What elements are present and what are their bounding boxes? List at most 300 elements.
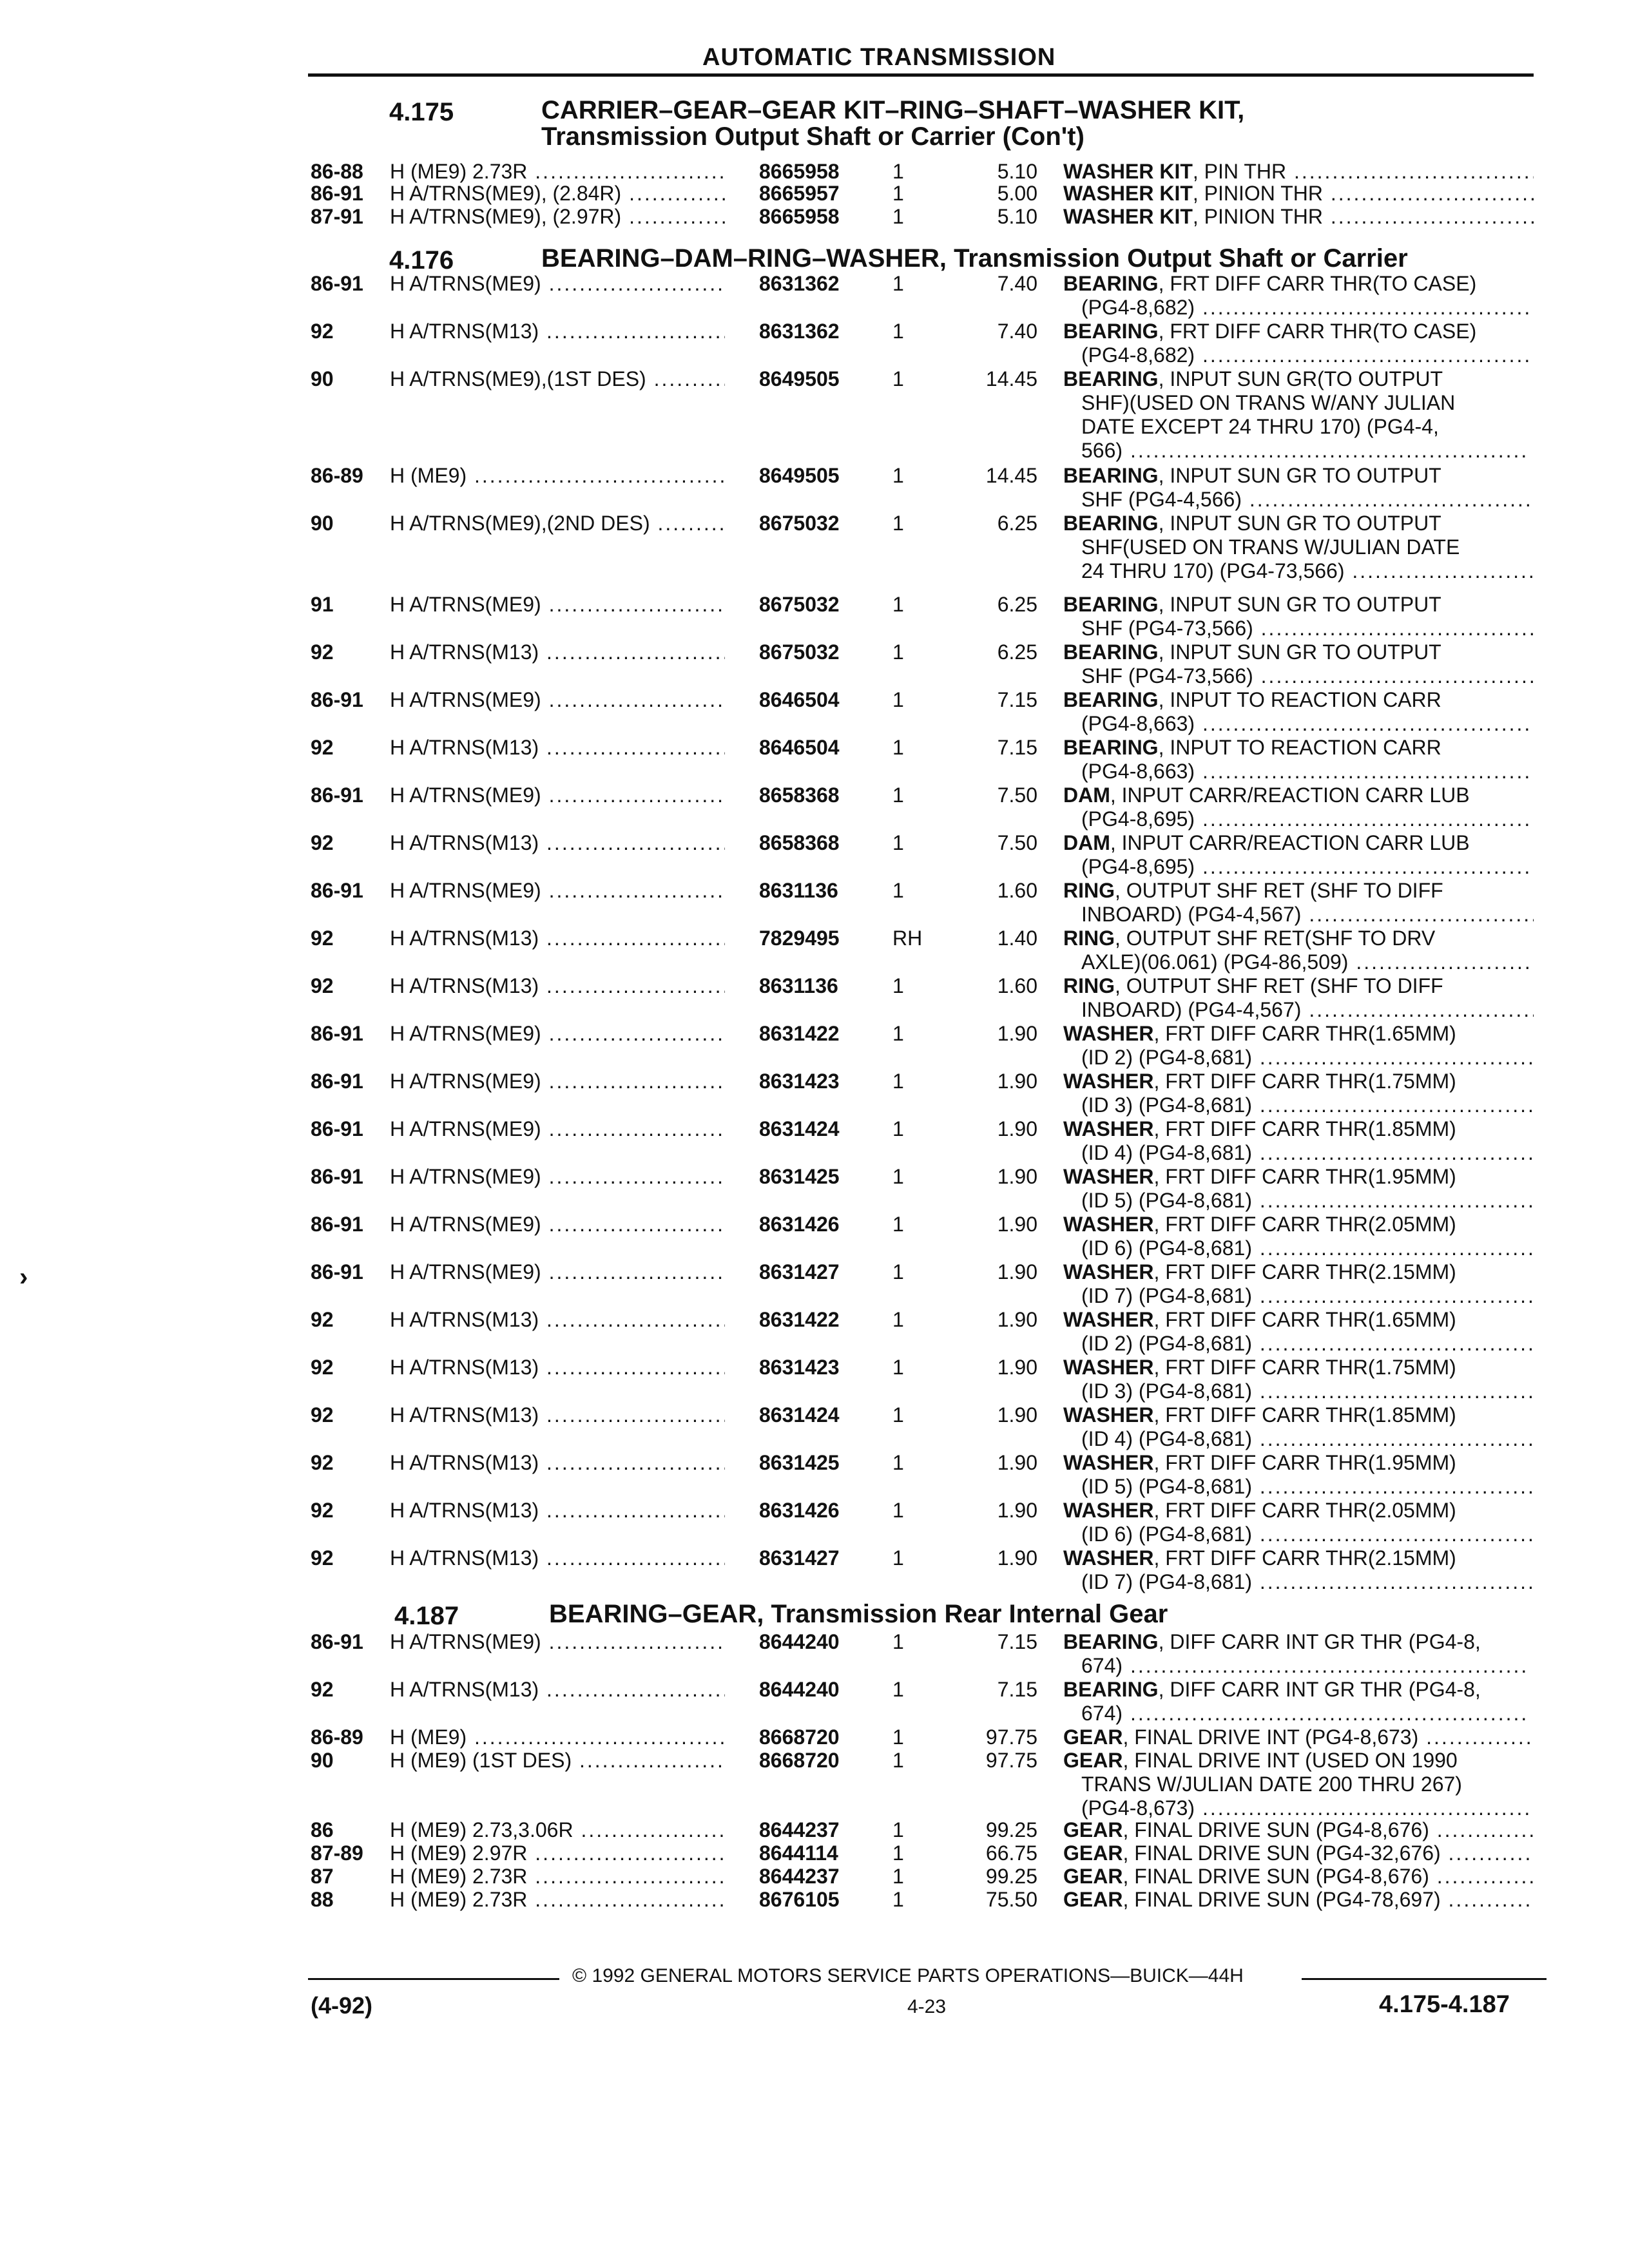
part-number: 8644240 bbox=[759, 1678, 840, 1701]
quantity: 1 bbox=[892, 1070, 904, 1093]
price: 1.90 bbox=[997, 1451, 1037, 1474]
part-description-line: (ID 6) (PG4-8,681) ..... bbox=[1063, 1236, 1534, 1260]
application: H A/TRNS(ME9) ..... bbox=[390, 1070, 725, 1093]
part-description-line: GEAR, FINAL DRIVE INT (USED ON 1990 bbox=[1063, 1749, 1458, 1772]
quantity: 1 bbox=[892, 320, 904, 343]
quantity: 1 bbox=[892, 367, 904, 390]
part-description-line: BEARING, DIFF CARR INT GR THR (PG4-8, bbox=[1063, 1678, 1481, 1701]
part-description-line: (ID 7) (PG4-8,681) ..... bbox=[1063, 1284, 1534, 1308]
part-description-line: 24 THRU 170) (PG4-73,566) ..... bbox=[1063, 559, 1534, 583]
part-number: 8631362 bbox=[759, 320, 840, 343]
part-description-line: DATE EXCEPT 24 THRU 170) (PG4-4, bbox=[1081, 415, 1439, 438]
part-description bbox=[1063, 736, 1534, 783]
part-description-line: SHF)(USED ON TRANS W/ANY JULIAN bbox=[1081, 391, 1456, 414]
price: 1.90 bbox=[997, 1022, 1037, 1045]
part-description-line: GEAR, FINAL DRIVE SUN (PG4-8,676) ..... bbox=[1063, 1865, 1534, 1888]
part-description bbox=[1063, 182, 1534, 206]
application: H A/TRNS(ME9) ..... bbox=[390, 593, 725, 617]
part-number: 7829495 bbox=[759, 927, 840, 950]
part-description-line: WASHER, FRT DIFF CARR THR(1.85MM) bbox=[1063, 1117, 1456, 1140]
price: 1.90 bbox=[997, 1308, 1037, 1331]
application: H A/TRNS(ME9), (2.84R) ..... bbox=[390, 182, 725, 206]
footer-date-code: (4-92) bbox=[311, 1992, 373, 2019]
model-year: 92 bbox=[311, 1451, 334, 1474]
model-year: 86-91 bbox=[311, 182, 363, 205]
part-number: 8675032 bbox=[759, 593, 840, 616]
quantity: 1 bbox=[892, 1356, 904, 1379]
price: 1.90 bbox=[997, 1070, 1037, 1093]
section-number-4-175: 4.175 bbox=[389, 98, 454, 126]
footer-section-range: 4.175-4.187 bbox=[1379, 1991, 1510, 2018]
part-description bbox=[1063, 272, 1534, 320]
part-number: 8631362 bbox=[759, 272, 840, 295]
price: 1.90 bbox=[997, 1403, 1037, 1427]
part-description bbox=[1063, 1841, 1534, 1865]
part-description bbox=[1063, 160, 1534, 184]
model-year: 86-89 bbox=[311, 1725, 363, 1749]
part-description bbox=[1063, 1070, 1534, 1117]
quantity: 1 bbox=[892, 1841, 904, 1865]
part-description-line: WASHER, FRT DIFF CARR THR(1.65MM) bbox=[1063, 1022, 1456, 1045]
part-number: 8675032 bbox=[759, 640, 840, 664]
part-description-line: (PG4-8,695) ..... bbox=[1063, 807, 1534, 831]
price: 97.75 bbox=[985, 1725, 1037, 1749]
part-description-line: WASHER KIT, PIN THR ..... bbox=[1063, 160, 1534, 184]
application: H A/TRNS(ME9),(2ND DES) ..... bbox=[390, 512, 725, 535]
part-description-line: WASHER, FRT DIFF CARR THR(1.85MM) bbox=[1063, 1403, 1456, 1427]
part-number: 8676105 bbox=[759, 1888, 840, 1911]
model-year: 86-91 bbox=[311, 1213, 363, 1236]
part-description bbox=[1063, 879, 1534, 927]
part-description bbox=[1063, 1356, 1534, 1403]
part-description-line: (ID 2) (PG4-8,681) ..... bbox=[1063, 1332, 1534, 1356]
model-year: 86-91 bbox=[311, 1070, 363, 1093]
part-description bbox=[1063, 1308, 1534, 1356]
part-number: 8649505 bbox=[759, 464, 840, 487]
model-year: 90 bbox=[311, 512, 334, 535]
part-description-line: 674) ..... bbox=[1063, 1654, 1534, 1678]
part-description-line: (PG4-8,695) ..... bbox=[1063, 855, 1534, 879]
part-description-line: (ID 2) (PG4-8,681) ..... bbox=[1063, 1046, 1534, 1070]
part-description-line: WASHER, FRT DIFF CARR THR(1.95MM) bbox=[1063, 1451, 1456, 1474]
application: H A/TRNS(ME9) ..... bbox=[390, 879, 725, 903]
model-year: 92 bbox=[311, 1403, 334, 1427]
application: H A/TRNS(ME9) ..... bbox=[390, 1630, 725, 1654]
title-rule bbox=[308, 73, 1534, 77]
application: H A/TRNS(M13) ..... bbox=[390, 831, 725, 855]
quantity: 1 bbox=[892, 1260, 904, 1283]
part-description bbox=[1063, 927, 1534, 974]
application: H A/TRNS(ME9) ..... bbox=[390, 1260, 725, 1284]
price: 1.90 bbox=[997, 1546, 1037, 1570]
part-description-line: WASHER KIT, PINION THR ..... bbox=[1063, 182, 1534, 206]
part-number: 8644240 bbox=[759, 1630, 840, 1653]
quantity: 1 bbox=[892, 1499, 904, 1522]
price: 6.25 bbox=[997, 593, 1037, 616]
quantity: 1 bbox=[892, 1022, 904, 1045]
quantity: 1 bbox=[892, 593, 904, 616]
part-description-line: WASHER, FRT DIFF CARR THR(2.05MM) bbox=[1063, 1213, 1456, 1236]
model-year: 86-91 bbox=[311, 879, 363, 902]
quantity: 1 bbox=[892, 688, 904, 711]
part-description-line: WASHER, FRT DIFF CARR THR(1.65MM) bbox=[1063, 1308, 1456, 1331]
application: H A/TRNS(M13) ..... bbox=[390, 974, 725, 998]
application: H (ME9) ..... bbox=[390, 1725, 725, 1749]
model-year: 92 bbox=[311, 1499, 334, 1522]
quantity: 1 bbox=[892, 205, 904, 228]
part-number: 8649505 bbox=[759, 367, 840, 390]
model-year: 87 bbox=[311, 1865, 334, 1888]
part-description bbox=[1063, 1213, 1534, 1260]
quantity: 1 bbox=[892, 1546, 904, 1570]
application: H A/TRNS(M13) ..... bbox=[390, 1546, 725, 1570]
application: H A/TRNS(ME9) ..... bbox=[390, 1022, 725, 1046]
part-number: 8631424 bbox=[759, 1117, 840, 1140]
part-description-line: SHF (PG4-4,566) ..... bbox=[1063, 488, 1534, 512]
application: H A/TRNS(ME9) ..... bbox=[390, 1213, 725, 1236]
part-description bbox=[1063, 593, 1534, 640]
part-number: 8631426 bbox=[759, 1499, 840, 1522]
part-description-line: SHF(USED ON TRANS W/JULIAN DATE bbox=[1081, 535, 1460, 559]
price: 1.90 bbox=[997, 1117, 1037, 1140]
section-subtitle-4-175: Transmission Output Shaft or Carrier (Con't) bbox=[541, 122, 1084, 151]
part-description bbox=[1063, 1546, 1534, 1594]
part-description-line: WASHER, FRT DIFF CARR THR(1.95MM) bbox=[1063, 1165, 1456, 1188]
footer-copyright: © 1992 GENERAL MOTORS SERVICE PARTS OPERATIONS—BUICK—44H bbox=[572, 1965, 1244, 1986]
part-description bbox=[1063, 974, 1534, 1022]
price: 1.90 bbox=[997, 1213, 1037, 1236]
part-description bbox=[1063, 1260, 1534, 1308]
quantity: 1 bbox=[892, 512, 904, 535]
application: H (ME9) ..... bbox=[390, 464, 725, 488]
part-description-line: GEAR, FINAL DRIVE INT (PG4-8,673) ..... bbox=[1063, 1725, 1534, 1749]
part-description bbox=[1063, 1865, 1534, 1888]
application: H A/TRNS(ME9) ..... bbox=[390, 1117, 725, 1141]
price: 14.45 bbox=[985, 367, 1037, 390]
part-description-line: (PG4-8,682) ..... bbox=[1063, 296, 1534, 320]
section-title-4-176: BEARING–DAM–RING–WASHER, Transmission Output Shaft or Carrier bbox=[541, 244, 1408, 273]
part-number: 8675032 bbox=[759, 512, 840, 535]
part-description-line: TRANS W/JULIAN DATE 200 THRU 267) bbox=[1081, 1773, 1462, 1796]
part-number: 8665958 bbox=[759, 160, 840, 183]
part-description bbox=[1063, 831, 1534, 879]
model-year: 86-91 bbox=[311, 1022, 363, 1045]
part-number: 8631423 bbox=[759, 1070, 840, 1093]
quantity: 1 bbox=[892, 182, 904, 205]
part-description bbox=[1063, 1403, 1534, 1451]
application: H A/TRNS(M13) ..... bbox=[390, 1499, 725, 1523]
part-number: 8631424 bbox=[759, 1403, 840, 1427]
model-year: 92 bbox=[311, 640, 334, 664]
part-description-line: 566) ..... bbox=[1063, 439, 1534, 463]
application: H (ME9) 2.97R ..... bbox=[390, 1841, 725, 1865]
quantity: RH bbox=[892, 927, 923, 950]
part-description-line: AXLE)(06.061) (PG4-86,509) ..... bbox=[1063, 950, 1534, 974]
quantity: 1 bbox=[892, 1451, 904, 1474]
part-number: 8631136 bbox=[759, 974, 838, 997]
part-description-line: (ID 4) (PG4-8,681) ..... bbox=[1063, 1141, 1534, 1165]
part-description-line: (ID 5) (PG4-8,681) ..... bbox=[1063, 1189, 1534, 1213]
quantity: 1 bbox=[892, 160, 904, 183]
part-description bbox=[1063, 1117, 1534, 1165]
part-number: 8644237 bbox=[759, 1818, 840, 1841]
part-number: 8658368 bbox=[759, 831, 840, 854]
price: 5.10 bbox=[997, 205, 1037, 228]
part-description-line: WASHER, FRT DIFF CARR THR(2.15MM) bbox=[1063, 1260, 1456, 1283]
part-number: 8631423 bbox=[759, 1356, 840, 1379]
application: H A/TRNS(ME9) ..... bbox=[390, 272, 725, 296]
model-year: 90 bbox=[311, 367, 334, 390]
part-description-line: GEAR, FINAL DRIVE SUN (PG4-78,697) ..... bbox=[1063, 1888, 1534, 1912]
model-year: 86-91 bbox=[311, 1630, 363, 1653]
part-number: 8646504 bbox=[759, 736, 840, 759]
part-description-line: (ID 5) (PG4-8,681) ..... bbox=[1063, 1475, 1534, 1499]
part-description-line: BEARING, INPUT SUN GR TO OUTPUT bbox=[1063, 464, 1441, 487]
margin-mark: › bbox=[19, 1263, 28, 1291]
application: H A/TRNS(ME9) ..... bbox=[390, 1165, 725, 1189]
price: 6.25 bbox=[997, 640, 1037, 664]
model-year: 86-91 bbox=[311, 783, 363, 807]
model-year: 86-91 bbox=[311, 1117, 363, 1140]
quantity: 1 bbox=[892, 1749, 904, 1772]
quantity: 1 bbox=[892, 831, 904, 854]
price: 75.50 bbox=[985, 1888, 1037, 1911]
price: 7.40 bbox=[997, 272, 1037, 295]
part-description-line: SHF (PG4-73,566) ..... bbox=[1063, 664, 1534, 688]
quantity: 1 bbox=[892, 1888, 904, 1911]
price: 7.15 bbox=[997, 736, 1037, 759]
application: H A/TRNS(ME9) ..... bbox=[390, 688, 725, 712]
part-description bbox=[1063, 1630, 1534, 1678]
part-description-line: WASHER, FRT DIFF CARR THR(1.75MM) bbox=[1063, 1070, 1456, 1093]
part-description bbox=[1063, 1165, 1534, 1213]
part-number: 8658368 bbox=[759, 783, 840, 807]
application: H A/TRNS(ME9),(1ST DES) ..... bbox=[390, 367, 725, 391]
part-description-line: BEARING, INPUT SUN GR TO OUTPUT bbox=[1063, 593, 1441, 616]
model-year: 92 bbox=[311, 831, 334, 854]
model-year: 92 bbox=[311, 1356, 334, 1379]
model-year: 92 bbox=[311, 927, 334, 950]
part-description-line: INBOARD) (PG4-4,567) ..... bbox=[1063, 998, 1534, 1022]
model-year: 86-88 bbox=[311, 160, 363, 183]
application: H (ME9) (1ST DES) ..... bbox=[390, 1749, 725, 1773]
model-year: 92 bbox=[311, 1308, 334, 1331]
quantity: 1 bbox=[892, 1308, 904, 1331]
part-description-line: RING, OUTPUT SHF RET (SHF TO DIFF bbox=[1063, 974, 1443, 997]
part-description-line: WASHER, FRT DIFF CARR THR(1.75MM) bbox=[1063, 1356, 1456, 1379]
part-description-line: BEARING, INPUT TO REACTION CARR bbox=[1063, 688, 1441, 711]
model-year: 86-91 bbox=[311, 688, 363, 711]
price: 1.90 bbox=[997, 1356, 1037, 1379]
price: 66.75 bbox=[985, 1841, 1037, 1865]
part-description bbox=[1063, 1725, 1534, 1749]
application: H A/TRNS(M13) ..... bbox=[390, 736, 725, 760]
price: 99.25 bbox=[985, 1865, 1037, 1888]
part-number: 8665958 bbox=[759, 205, 840, 228]
quantity: 1 bbox=[892, 1725, 904, 1749]
quantity: 1 bbox=[892, 1630, 904, 1653]
quantity: 1 bbox=[892, 783, 904, 807]
model-year: 92 bbox=[311, 1678, 334, 1701]
price: 1.60 bbox=[997, 974, 1037, 997]
part-description-line: (PG4-8,663) ..... bbox=[1063, 712, 1534, 736]
part-description-line: (ID 6) (PG4-8,681) ..... bbox=[1063, 1523, 1534, 1546]
application: H A/TRNS(M13) ..... bbox=[390, 1356, 725, 1379]
part-description-line: 674) ..... bbox=[1063, 1702, 1534, 1725]
part-description bbox=[1063, 1888, 1534, 1912]
model-year: 91 bbox=[311, 593, 334, 616]
model-year: 92 bbox=[311, 974, 334, 997]
quantity: 1 bbox=[892, 464, 904, 487]
part-description bbox=[1063, 1451, 1534, 1499]
model-year: 90 bbox=[311, 1749, 334, 1772]
price: 97.75 bbox=[985, 1749, 1037, 1772]
part-description-line: RING, OUTPUT SHF RET(SHF TO DRV bbox=[1063, 927, 1436, 950]
quantity: 1 bbox=[892, 272, 904, 295]
part-description-line: (ID 7) (PG4-8,681) ..... bbox=[1063, 1570, 1534, 1594]
model-year: 86-91 bbox=[311, 1260, 363, 1283]
model-year: 86-91 bbox=[311, 272, 363, 295]
part-description-line: BEARING, FRT DIFF CARR THR(TO CASE) bbox=[1063, 320, 1477, 343]
part-description-line: WASHER, FRT DIFF CARR THR(2.05MM) bbox=[1063, 1499, 1456, 1522]
part-number: 8644237 bbox=[759, 1865, 840, 1888]
part-number: 8646504 bbox=[759, 688, 840, 711]
quantity: 1 bbox=[892, 974, 904, 997]
price: 5.00 bbox=[997, 182, 1037, 205]
price: 14.45 bbox=[985, 464, 1037, 487]
application: H A/TRNS(ME9) ..... bbox=[390, 783, 725, 807]
part-description bbox=[1063, 367, 1534, 463]
section-title-4-175: CARRIER–GEAR–GEAR KIT–RING–SHAFT–WASHER KIT, bbox=[541, 96, 1245, 124]
section-number-4-187: 4.187 bbox=[394, 1602, 459, 1630]
price: 1.40 bbox=[997, 927, 1037, 950]
part-description-line: (PG4-8,663) ..... bbox=[1063, 760, 1534, 783]
part-description bbox=[1063, 640, 1534, 688]
application: H A/TRNS(M13) ..... bbox=[390, 320, 725, 343]
part-description-line: RING, OUTPUT SHF RET (SHF TO DIFF bbox=[1063, 879, 1443, 902]
model-year: 92 bbox=[311, 1546, 334, 1570]
part-number: 8631425 bbox=[759, 1165, 840, 1188]
price: 99.25 bbox=[985, 1818, 1037, 1841]
part-number: 8631427 bbox=[759, 1546, 840, 1570]
application: H A/TRNS(M13) ..... bbox=[390, 1678, 725, 1702]
quantity: 1 bbox=[892, 640, 904, 664]
model-year: 88 bbox=[311, 1888, 334, 1911]
application: H A/TRNS(M13) ..... bbox=[390, 1308, 725, 1332]
footer-page-number: 4-23 bbox=[907, 1996, 947, 2017]
part-description-line: BEARING, INPUT SUN GR TO OUTPUT bbox=[1063, 640, 1441, 664]
section-title-4-187: BEARING–GEAR, Transmission Rear Internal Gear bbox=[549, 1600, 1168, 1628]
application: H (ME9) 2.73R ..... bbox=[390, 1888, 725, 1912]
part-description bbox=[1063, 464, 1534, 512]
part-number: 8631427 bbox=[759, 1260, 840, 1283]
model-year: 87-89 bbox=[311, 1841, 363, 1865]
quantity: 1 bbox=[892, 1403, 904, 1427]
price: 1.60 bbox=[997, 879, 1037, 902]
part-description bbox=[1063, 688, 1534, 736]
quantity: 1 bbox=[892, 736, 904, 759]
part-description bbox=[1063, 783, 1534, 831]
part-number: 8665957 bbox=[759, 182, 840, 205]
price: 1.90 bbox=[997, 1499, 1037, 1522]
part-description-line: BEARING, INPUT TO REACTION CARR bbox=[1063, 736, 1441, 759]
part-number: 8631422 bbox=[759, 1022, 840, 1045]
model-year: 87-91 bbox=[311, 205, 363, 228]
price: 1.90 bbox=[997, 1260, 1037, 1283]
application: H (ME9) 2.73R ..... bbox=[390, 1865, 725, 1888]
part-description-line: (ID 3) (PG4-8,681) ..... bbox=[1063, 1379, 1534, 1403]
part-number: 8668720 bbox=[759, 1725, 840, 1749]
part-description-line: DAM, INPUT CARR/REACTION CARR LUB bbox=[1063, 831, 1470, 854]
part-number: 8668720 bbox=[759, 1749, 840, 1772]
application: H A/TRNS(M13) ..... bbox=[390, 1403, 725, 1427]
part-description bbox=[1063, 205, 1534, 229]
footer-rule-right bbox=[1302, 1978, 1547, 1980]
price: 7.50 bbox=[997, 831, 1037, 854]
model-year: 86 bbox=[311, 1818, 334, 1841]
part-description bbox=[1063, 1678, 1534, 1725]
price: 5.10 bbox=[997, 160, 1037, 183]
quantity: 1 bbox=[892, 1865, 904, 1888]
part-number: 8631425 bbox=[759, 1451, 840, 1474]
quantity: 1 bbox=[892, 1117, 904, 1140]
part-description bbox=[1063, 320, 1534, 367]
price: 7.15 bbox=[997, 1630, 1037, 1653]
model-year: 92 bbox=[311, 736, 334, 759]
part-description-line: WASHER KIT, PINION THR ..... bbox=[1063, 205, 1534, 229]
price: 7.15 bbox=[997, 1678, 1037, 1701]
section-number-4-176: 4.176 bbox=[389, 246, 454, 274]
part-description-line: (ID 4) (PG4-8,681) ..... bbox=[1063, 1427, 1534, 1451]
quantity: 1 bbox=[892, 879, 904, 902]
model-year: 86-89 bbox=[311, 464, 363, 487]
part-number: 8631136 bbox=[759, 879, 838, 902]
part-description bbox=[1063, 1499, 1534, 1546]
part-description bbox=[1063, 1818, 1534, 1842]
price: 6.25 bbox=[997, 512, 1037, 535]
part-description-line: DAM, INPUT CARR/REACTION CARR LUB bbox=[1063, 783, 1470, 807]
quantity: 1 bbox=[892, 1165, 904, 1188]
application: H (ME9) 2.73R ..... bbox=[390, 160, 725, 184]
model-year: 92 bbox=[311, 320, 334, 343]
part-description-line: SHF (PG4-73,566) ..... bbox=[1063, 617, 1534, 640]
quantity: 1 bbox=[892, 1678, 904, 1701]
part-description-line: (PG4-8,682) ..... bbox=[1063, 343, 1534, 367]
part-description bbox=[1063, 512, 1534, 583]
part-number: 8631426 bbox=[759, 1213, 840, 1236]
part-description bbox=[1063, 1749, 1534, 1820]
part-description-line: INBOARD) (PG4-4,567) ..... bbox=[1063, 903, 1534, 927]
part-description-line: BEARING, INPUT SUN GR(TO OUTPUT bbox=[1063, 367, 1443, 390]
part-description-line: WASHER, FRT DIFF CARR THR(2.15MM) bbox=[1063, 1546, 1456, 1570]
part-number: 8631422 bbox=[759, 1308, 840, 1331]
price: 7.50 bbox=[997, 783, 1037, 807]
quantity: 1 bbox=[892, 1213, 904, 1236]
footer-rule-left bbox=[308, 1978, 559, 1980]
price: 1.90 bbox=[997, 1165, 1037, 1188]
application: H A/TRNS(M13) ..... bbox=[390, 927, 725, 950]
part-description-line: GEAR, FINAL DRIVE SUN (PG4-32,676) ..... bbox=[1063, 1841, 1534, 1865]
application: H A/TRNS(M13) ..... bbox=[390, 640, 725, 664]
application: H (ME9) 2.73,3.06R ..... bbox=[390, 1818, 725, 1842]
page-title: AUTOMATIC TRANSMISSION bbox=[702, 44, 1056, 71]
part-description-line: GEAR, FINAL DRIVE SUN (PG4-8,676) ..... bbox=[1063, 1818, 1534, 1842]
price: 7.40 bbox=[997, 320, 1037, 343]
part-description-line: BEARING, DIFF CARR INT GR THR (PG4-8, bbox=[1063, 1630, 1481, 1653]
part-description-line: (PG4-8,673) ..... bbox=[1063, 1796, 1534, 1820]
part-description-line: BEARING, FRT DIFF CARR THR(TO CASE) bbox=[1063, 272, 1477, 295]
part-description-line: BEARING, INPUT SUN GR TO OUTPUT bbox=[1063, 512, 1441, 535]
